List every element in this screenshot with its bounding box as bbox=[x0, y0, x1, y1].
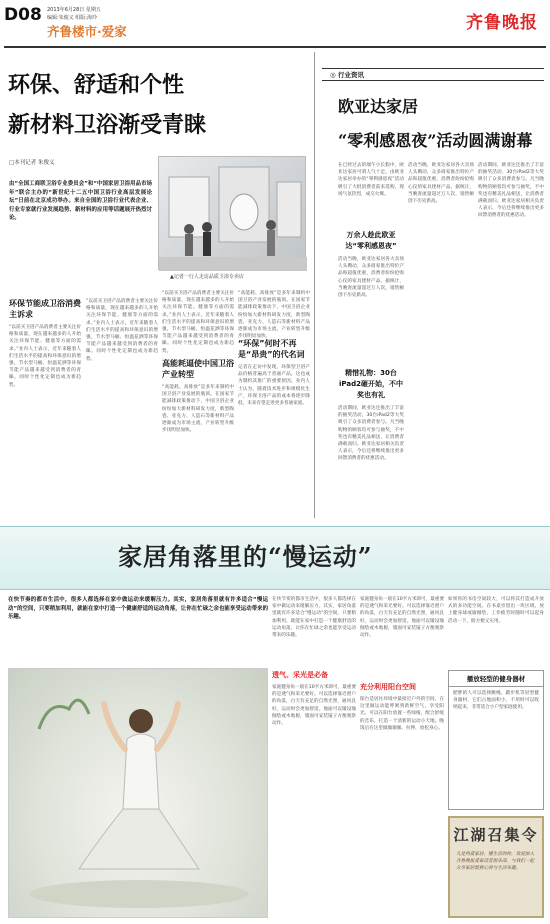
right-body-3: 活动期间，欧亚达还推出了丰富的抽奖活动，30台iPad2等大奖吸引了众多消费者参与。凡当晚购物的顾客均可参与抽奖，不中奖也有精美礼品相送，让消费者满载而归。欧亚达家居相关负责人表示，今后还将继续推出更多回馈消费者的优惠活动。 bbox=[338, 406, 404, 462]
left-subhead-1: 环保节能成卫浴消费主诉求 bbox=[9, 299, 81, 319]
issue-date: 2013年6月28日 星期五 bbox=[47, 7, 101, 13]
ad-title: 江湖召集令 bbox=[453, 826, 539, 844]
feature-col-1 bbox=[272, 596, 356, 918]
feature-col-2 bbox=[360, 596, 444, 918]
left-body-2: “高能耗、高排放”是多年来制约中国卫浴产业发展的瓶颈。在国家节能减排政策推动下，中国卫浴企业纷纷加大新材料研发力度，新型陶瓷、亚克力、人造石等新材料产品逐渐成为市场主流，产业转型升级步伐明显加快。 bbox=[162, 385, 234, 434]
newspaper-logo: 齐鲁晚报 bbox=[466, 13, 538, 33]
tip-box bbox=[448, 670, 544, 810]
left-subhead-2: 高能耗逼使中国卫浴产业转型 bbox=[162, 359, 234, 379]
right-top-rule bbox=[322, 68, 544, 69]
yoga-illustration bbox=[9, 669, 269, 919]
column-tag-label: 行业资讯 bbox=[337, 71, 364, 79]
ad-text: 凡是热爱家居、懂生活的你，欢迎加入齐鲁晚报爱家读者俱乐部，与我们一起分享家居装修心得与生活乐趣。 bbox=[456, 852, 535, 871]
tip-box-title: 播放轻型的健身器材 bbox=[449, 671, 543, 687]
column-tag: ◎ 行业资讯 bbox=[330, 71, 364, 79]
showroom-illustration bbox=[159, 157, 307, 271]
right-subhead-1: 万余人趁此欧亚达“零利感恩夜” bbox=[345, 231, 397, 250]
tip-box-body: 肥胖的人可以选择跳绳、踏步机等轻型健身器材，它们占地面积小，不用时可以收纳起来，非常适合小户型家庭使用。 bbox=[453, 691, 539, 711]
feature-body-2: 阳台是居住环境中最接近户外的空间，在这里做运动能呼吸到新鲜空气，享受阳光。可以在阳台放置一些绿植，配合舒缓的音乐，打造一个清新的运动小天地。晚饭后在这里做做瑜伽、拉伸，放松身心。 bbox=[360, 697, 444, 731]
left-headline bbox=[8, 70, 308, 140]
left-byline: □本刊记者 朱俊义 bbox=[9, 160, 55, 166]
feature-subhead-2: 充分利用阳台空间 bbox=[360, 683, 416, 691]
page-number: D08 bbox=[4, 5, 42, 25]
left-col-4 bbox=[238, 290, 310, 518]
right-headline-line1: 欧亚达家居 bbox=[338, 97, 419, 116]
left-body-1b: “以前买卫浴产品消费者主要关注价格和质量，现在越来越多的人开始关注环保节能、健康等方面的需求。”业内人士表示，近年来随着人们生活水平的提高和环保意识的增强，节水型马桶、恒温花洒等环保节能产品越来越受到消费者的青睐。同时个性化定制也成为新趋势。 bbox=[86, 299, 158, 362]
left-headline-line2: 新材料卫浴渐受青睐 bbox=[8, 112, 207, 138]
right-body-1: 在已经过去的端午小长假中，欧亚达家居可谓人气十足。由欧亚达家居举办的“零利感恩夜”活动吸引了大批消费者前来选购，现场气氛热烈，成交火爆。 bbox=[338, 163, 404, 197]
feature-lead: 在快节奏的都市生活中，很多人都选择在家中做运动来缓解压力。其实，家居角落里就有许多适合“慢运动”的空间，只要稍加利用，就能在家中打造一个健康舒适的运动角落，让你在忙碌之余也能享受运动带来的乐趣。 bbox=[8, 597, 268, 621]
feature-body-1b: 家庭健身角一般在10平方米即可，最重要的是透气和采光要好。可以选择靠近窗户的角落，白天有充足的自然光照，通风良好，运动时会更加舒适。地面可以铺设瑜伽垫或木地板，墙面可安装镜子方便观察动作。 bbox=[360, 597, 444, 639]
left-col-2 bbox=[86, 298, 158, 518]
right-tag-rule bbox=[322, 80, 544, 81]
left-body-1c: “以前买卫浴产品消费者主要关注价格和质量，现在越来越多的人开始关注环保节能、健康等方面的需求。”业内人士表示，近年来随着人们生活水平的提高和环保意识的增强，节水型马桶、恒温花洒等环保节能产品越来越受到消费者的青睐。同时个性化定制也成为新趋势。 bbox=[162, 291, 234, 354]
right-col-3 bbox=[478, 162, 544, 518]
photo-caption: ▲记者一行人走访品质卫浴专卖店 bbox=[170, 274, 244, 280]
feature-body-3: 如果你的书房空间较大，可以将其打造成开放式的多功能空间。在书桌旁留出一块区域，放上健身球或瑜伽垫，工作疲劳时随时可以起身活动一下，既方便又实用。 bbox=[448, 597, 544, 624]
yoga-photo bbox=[8, 668, 268, 918]
column-divider bbox=[314, 52, 315, 518]
right-subhead-2: 精惜礼物：30台iPad2砸开始，不中奖也有礼 bbox=[339, 369, 403, 399]
right-col-1 bbox=[338, 162, 404, 518]
left-col-1 bbox=[9, 298, 81, 518]
left-body-2b: “高能耗、高排放”是多年来制约中国卫浴产业发展的瓶颈。在国家节能减排政策推动下，中国卫浴企业纷纷加大新材料研发力度，新型陶瓷、亚克力、人造石等新材料产品逐渐成为市场主流，产业转型升级步伐明显加快。 bbox=[238, 291, 310, 340]
right-col-2 bbox=[408, 162, 474, 518]
left-subhead-3: “环保”何时不再是“昂贵”的代名词 bbox=[238, 339, 305, 359]
club-ad[interactable] bbox=[448, 816, 544, 918]
feature-col-3 bbox=[448, 596, 544, 668]
right-body-2b: 活动当晚，欧亚达家居各大卖场人头攒动，众多商家推出特价产品和超值优惠，消费者纷纷抢购心仪的家具建材产品。据统计，当晚客流量超过万人次，销售额创下历史新高。 bbox=[408, 163, 474, 205]
feature-body-0: 在快节奏的都市生活中，很多人都选择在家中做运动来缓解压力。其实，家居角落里就有许多适合“慢运动”的空间，只要稍加利用，就能在家中打造一个健康舒适的运动角落，让你在忙碌之余也能享受运动带来的乐趣。 bbox=[272, 597, 356, 639]
right-body-3b: 活动期间，欧亚达还推出了丰富的抽奖活动，30台iPad2等大奖吸引了众多消费者参与。凡当晚购物的顾客均可参与抽奖，不中奖也有精美礼品相送，让消费者满载而归。欧亚达家居相关负责人表示，今后还将继续推出更多回馈消费者的优惠活动。 bbox=[478, 163, 544, 219]
left-col-3 bbox=[162, 290, 234, 518]
left-headline-line1: 环保、舒适和个性 bbox=[8, 72, 185, 98]
editor-line: 编辑:朱俊义 组版:海玲 bbox=[47, 15, 97, 21]
right-headline-line2: “零利感恩夜”活动圆满谢幕 bbox=[338, 131, 533, 150]
left-body-3: 记者在走访中发现，环保型卫浴产品价格普遍高于普通产品，这也成为制约其推广的重要原因。业内人士认为，随着技术进步和规模化生产，环保卫浴产品的成本将逐步降低，未来有望走进更多普通家庭。 bbox=[238, 365, 310, 407]
feature-body-1: 家庭健身角一般在10平方米即可，最重要的是透气和采光要好。可以选择靠近窗户的角落，白天有充足的自然光照，通风良好，运动时会更加舒适。地面可以铺设瑜伽垫或木地板，墙面可安装镜子方便观察动作。 bbox=[272, 685, 356, 727]
section-title: 齐鲁楼市·爱家 bbox=[47, 24, 127, 39]
right-body-2: 活动当晚，欧亚达家居各大卖场人头攒动，众多商家推出特价产品和超值优惠，消费者纷纷抢购心仪的家具建材产品。据统计，当晚客流量超过万人次，销售额创下历史新高。 bbox=[338, 257, 404, 299]
header-rule bbox=[4, 46, 546, 48]
feature-subhead-1: 透气、采光是必备 bbox=[272, 671, 328, 679]
left-body-1: “以前买卫浴产品消费者主要关注价格和质量，现在越来越多的人开始关注环保节能、健康等方面的需求。”业内人士表示，近年来随着人们生活水平的提高和环保意识的增强，节水型马桶、恒温花洒等环保节能产品越来越受到消费者的青睐。同时个性化定制也成为新趋势。 bbox=[9, 325, 81, 388]
feature-title: 家居角落里的“慢运动” bbox=[118, 542, 373, 571]
left-lead: 由“全国工商联卫浴专业委员会”和“中国家居卫浴用品市场年”联合主办的“新世纪十二五中国卫浴行业高层发展论坛”日前在北京成功举办。来自全国的卫浴行业代表企业、行业专家就行业发展趋势、新材料的应用等话题展开热烈讨论。 bbox=[9, 181, 152, 222]
showroom-photo bbox=[158, 156, 306, 270]
